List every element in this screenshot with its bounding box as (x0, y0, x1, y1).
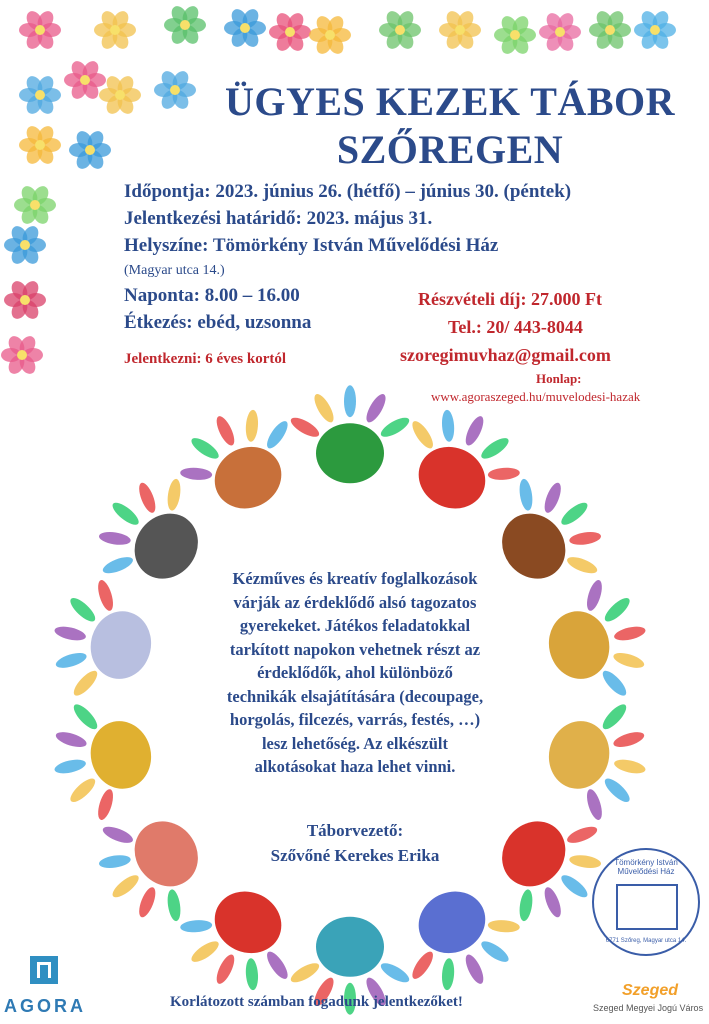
handprint-icon (536, 688, 659, 830)
szeged-logo: Szeged (622, 982, 679, 999)
venue-info: Helyszíne: Tömörkény István Művelődési Ház (124, 235, 499, 256)
agora-logo-icon (30, 956, 58, 984)
date-info: Időpontja: 2023. június 26. (hétfő) – június 30. (péntek) (124, 181, 572, 202)
handprint-icon (41, 570, 164, 712)
building-icon (616, 884, 678, 930)
agora-logo-text: AGORA (4, 996, 86, 1016)
title-line-1: ÜGYES KEZEK TÁBOR (224, 79, 676, 124)
description (190, 567, 520, 779)
description-line: várják az érdeklődő alsó tagozatos (233, 592, 477, 612)
title-line-2: SZŐREGEN (336, 127, 564, 172)
leader-name: Szővőné Kerekes Erika (270, 846, 440, 865)
deadline-info: Jelentkezési határidő: 2023. május 31. (124, 208, 433, 229)
handprint-icon (288, 385, 412, 483)
handprint-icon (41, 688, 164, 830)
szeged-subtitle: Szeged Megyei Jogú Város (593, 1003, 704, 1013)
web-label: Honlap: (536, 371, 582, 386)
description-line: tarkított napokon vehetnek részt az (229, 639, 481, 659)
culture-house-seal (592, 848, 700, 956)
handprint-icon (163, 390, 317, 532)
meals-info: Étkezés: ebéd, uzsonna (124, 312, 312, 333)
phone-info: Tel.: 20/ 443-8044 (448, 317, 583, 337)
description-line: technikák elsajátítására (decoupage, (226, 686, 484, 706)
hours-info: Naponta: 8.00 – 16.00 (124, 285, 300, 306)
description-line: gyerekeket. Játékos feladatokkal (239, 616, 471, 635)
description-line: érdeklődők, ahol különböző (257, 663, 453, 682)
leader-label: Táborvezető: (306, 821, 404, 840)
description-line: alkotásokat haza lehet vinni. (254, 757, 456, 776)
handprint-icon (536, 570, 659, 712)
fee-info: Részvételi díj: 27.000 Ft (418, 289, 602, 309)
handprint-icon (383, 868, 537, 1010)
seal-name: Tömörkény István Művelődési Ház (614, 858, 678, 876)
email-link[interactable]: szoregimuvhaz@gmail.com (400, 345, 611, 365)
address-info: (Magyar utca 14.) (124, 263, 225, 278)
description-line: Kézműves és kreatív foglalkozások (232, 569, 478, 588)
age-info: Jelentkezni: 6 éves kortól (124, 351, 287, 367)
description-line: horgolás, filcezés, varrás, festés, …) (229, 710, 481, 729)
handprint-icon (163, 868, 317, 1010)
description-line: lesz lehetőség. Az elkészült (261, 733, 449, 753)
web-link[interactable]: www.agoraszeged.hu/muvelodesi-hazak (431, 389, 641, 404)
seal-address: 6771 Szőreg, Magyar utca 14. (605, 938, 687, 944)
footer-note: Korlátozott számban fogadunk jelentkezőket! (170, 994, 463, 1010)
handprint-icon (383, 390, 537, 532)
